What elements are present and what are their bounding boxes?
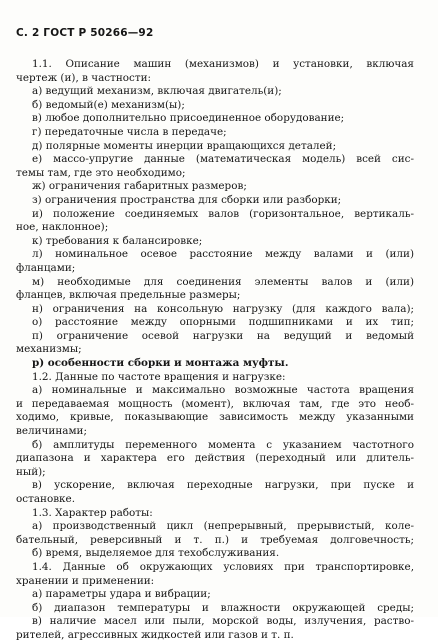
document-body xyxy=(16,58,414,643)
text-line: в) любое дополнительно присоединенное оборудование; xyxy=(32,112,345,125)
text-line: хранении и применении: xyxy=(16,574,155,587)
text-line: и) положение соединяемых валов (горизонтальное, вертикаль- xyxy=(32,207,414,220)
text-line: ж) ограничения габаритных размеров; xyxy=(32,180,247,193)
page-header: С. 2 ГОСТ Р 50266—92 xyxy=(16,27,154,39)
text-line: д) полярные моменты инерции вращающихся деталей; xyxy=(32,139,337,152)
text-line: з) ограничения пространства для сборки или разборки; xyxy=(32,193,342,206)
text-line: 1.4. Данные об окружающих условиях при транспортировке, xyxy=(32,560,414,573)
text-line: к) требования к балансировке; xyxy=(32,234,203,247)
text-line: чертеж (и), в частности: xyxy=(16,71,152,84)
text-line: б) амплитуды переменного момента с указанием частотного xyxy=(32,438,414,451)
text-line: а) параметры удара и вибрации; xyxy=(32,588,211,601)
text-line: темы там, где это необходимо; xyxy=(16,166,186,179)
text-line: рителей, агрессивных жидкостей или газов и т. п. xyxy=(16,628,294,641)
text-line: о) расстояние между опорными подшипниками и их тип; xyxy=(32,316,414,329)
text-line: а) ведущий механизм, включая двигатель(и); xyxy=(32,85,282,98)
text-line: ходимо, кривые, показывающие зависимость между указанными xyxy=(16,411,414,424)
text-line: бательный, реверсивный и т. п.) и требуемая долговечность; xyxy=(16,533,414,546)
text-line: б) ведомый(е) механизм(ы); xyxy=(32,98,185,111)
text-line: фланцев, включая предельные размеры; xyxy=(16,289,241,302)
text-line: б) время, выделяемое для техобслуживания. xyxy=(32,547,280,560)
text-line: п) ограничение осевой нагрузки на ведущий и ведомый xyxy=(32,329,414,342)
text-line: остановке. xyxy=(16,493,75,505)
text-line: н) ограничения на консольную нагрузку (для каждого вала); xyxy=(32,302,414,315)
text-line: 1.3. Характер работы: xyxy=(32,506,153,519)
text-line: в) наличие масел или пыли, морской воды, излучения, раство- xyxy=(32,615,414,628)
text-line: а) номинальные и максимально возможные частота вращения xyxy=(32,384,414,397)
text-line: р) особенности сборки и монтажа муфты. xyxy=(32,357,289,370)
text-line: а) производственный цикл (непрерывный, прерывистый, коле- xyxy=(32,520,414,533)
text-line: величинами; xyxy=(16,425,87,438)
text-line: 1.1. Описание машин (механизмов) и установки, включая xyxy=(32,58,414,70)
text-line: г) передаточные числа в передаче; xyxy=(32,125,227,138)
text-line: диапазона и характера его действия (переходный или длитель- xyxy=(16,452,414,465)
text-line: 1.2. Данные по частоте вращения и нагрузке: xyxy=(32,370,286,383)
text-line: б) диапазон температуры и влажности окружающей среды; xyxy=(32,601,414,614)
text-line: и передаваемая мощность (момент), включая там, где это необ- xyxy=(16,397,414,410)
text-line: м) необходимые для соединения элементы валов и (или) xyxy=(32,275,414,288)
text-line: ный); xyxy=(16,465,46,478)
text-line: фланцами; xyxy=(16,261,76,274)
text-line: механизмы; xyxy=(16,343,82,356)
text-line: л) номинальное осевое расстояние между валами и (или) xyxy=(32,248,414,261)
text-line: ное, наклонное); xyxy=(16,221,109,234)
text-line: е) массо-упругие данные (математическая модель) всей сис- xyxy=(32,153,414,166)
text-line: в) ускорение, включая переходные нагрузки, при пуске и xyxy=(32,479,414,492)
